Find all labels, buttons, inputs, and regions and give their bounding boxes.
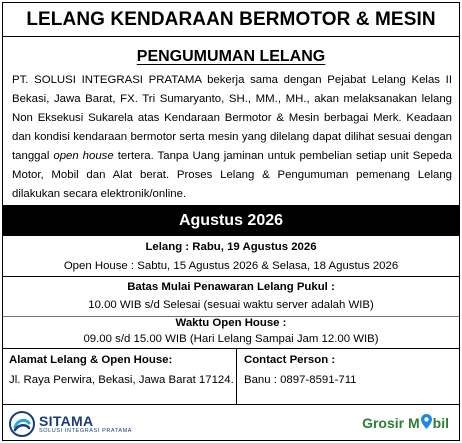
bid-start-label: Batas Mulai Penawaran Lelang Pukul :: [127, 281, 335, 293]
open-house-date: Open House : Sabtu, 15 Agustus 2026 & Selasa, 18 Agustus 2026: [63, 260, 399, 272]
announcement-title: [3, 48, 459, 66]
sitama-subtitle: SOLUSI INTEGRASI PRATAMA: [39, 427, 133, 434]
bid-start-value: 10.00 WIB s/d Selesai (sesuai waktu server adalah WIB): [3, 299, 459, 317]
contact-cell: [237, 349, 459, 404]
times-section: [3, 277, 459, 349]
sitama-logo: [9, 410, 132, 438]
contact-label: Contact Person :: [244, 354, 336, 366]
contact-value: Banu : 0897-8591-711: [244, 374, 357, 386]
month-band: [3, 205, 459, 236]
grosir-logo-part1: Grosir M: [362, 415, 420, 431]
announcement-body-italic: open house: [53, 150, 114, 162]
grosir-logo-part2: bil: [432, 415, 449, 431]
auction-date: Lelang : Rabu, 19 Agustus 2026: [145, 241, 317, 253]
address-value: Jl. Raya Perwira, Bekasi, Jawa Barat 17124.: [9, 374, 234, 386]
map-pin-icon: [421, 414, 432, 432]
announcement-body-pre: PT. SOLUSI INTEGRASI PRATAMA bekerja sama dengan Pejabat Lelang Kelas II Bekasi, Jawa Barat, FX. Tri Sumaryanto, SH., MM., MH., akan melaksanakan lelang Non Eksekusi Sukarela atas Kendaraan Bermotor & Mesin berbagai Merk. Keadaan dan kondisi kendaraan bermotor serta mesin yang dilelang dapat dilihat sesuai dengan tanggal: [12, 74, 452, 162]
info-grid: [3, 349, 459, 405]
page-title-text: LELANG KENDARAAN BERMOTOR & MESIN: [26, 8, 436, 30]
address-cell: [3, 349, 237, 404]
grosir-mobil-logo: [362, 414, 449, 432]
open-house-time-label: Waktu Open House :: [175, 317, 287, 329]
announcement-body-post: tertera. Tanpa Uang jaminan untuk pembelian setiap unit Sepeda Motor, Mobil dan Alat berat. Proses Lelang & Pengumuman pemenang Lelang dilakukan secara elektronik/online.: [12, 150, 452, 200]
address-label: Alamat Lelang & Open House:: [9, 354, 173, 366]
sitama-swirl-icon: [9, 411, 35, 437]
sitama-name: SITAMA: [39, 412, 94, 429]
open-house-time-value: 09.00 s/d 15.00 WIB (Hari Lelang Sampai Jam 12.00 WIB): [83, 333, 379, 345]
page-title: [3, 3, 459, 37]
announcement-frame: [2, 2, 460, 441]
announcement-body: [12, 71, 452, 204]
schedule-section: [3, 236, 459, 277]
announcement-title-text: PENGUMUMAN LELANG: [136, 48, 326, 65]
month-band-text: Agustus 2026: [178, 211, 284, 229]
footer: [3, 405, 459, 442]
